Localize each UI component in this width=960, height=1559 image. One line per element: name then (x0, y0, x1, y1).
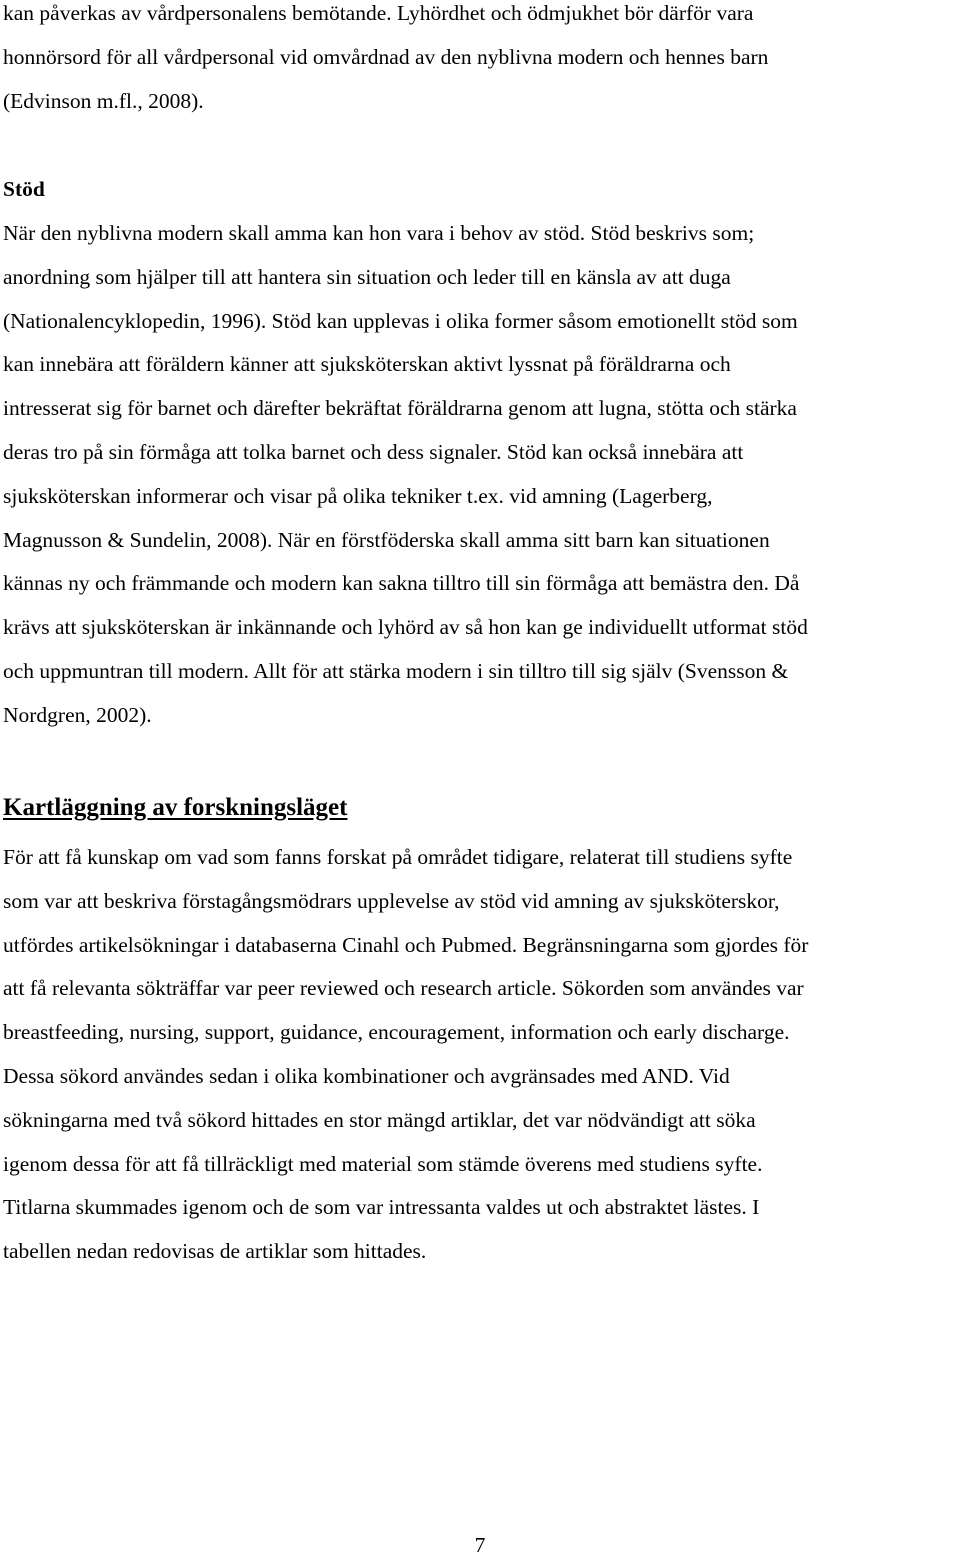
section-heading: Kartläggning av forskningsläget (3, 794, 348, 821)
text-line: kan innebära att föräldern känner att sjuksköterskan aktivt lyssnat på föräldrarna och (3, 352, 731, 377)
text-line: Dessa sökord användes sedan i olika kombinationer och avgränsades med AND. Vid (3, 1063, 730, 1088)
text-line: När den nyblivna modern skall amma kan hon vara i behov av stöd. Stöd beskrivs som; (3, 221, 755, 245)
text-line: sjuksköterskan informerar och visar på olika tekniker t.ex. vid amning (Lagerberg, (3, 483, 713, 508)
text-line: igenom dessa för att få tillräckligt med material som stämde överens med studiens syfte. (3, 1151, 763, 1176)
text-line: För att få kunskap om vad som fanns forskat på området tidigare, relaterat till studiens syfte (3, 845, 793, 869)
text-line: Magnusson & Sundelin, 2008). När en förstföderska skall amma sitt barn kan situationen (3, 527, 770, 552)
text-line: Titlarna skummades igenom och de som var intressanta valdes ut och abstraktet lästes. I (3, 1195, 760, 1220)
text-line: anordning som hjälper till att hantera sin situation och leder till en känsla av att duga (3, 264, 731, 289)
text-line: och uppmuntran till modern. Allt för att stärka modern i sin tilltro till sig själv (Svensson & (3, 658, 789, 683)
text-line: kännas ny och främmande och modern kan sakna tilltro till sin förmåga att bemästra den. Då (3, 571, 800, 596)
stod-heading: Stöd (3, 177, 45, 201)
text-line: (Edvinson m.fl., 2008). (3, 88, 204, 113)
intro-paragraph (3, 0, 958, 123)
text-line: intresserat sig för barnet och därefter bekräftat föräldrarna genom att lugna, stötta och stärka (3, 396, 797, 421)
text-line: tabellen nedan redovisas de artiklar som hittades. (3, 1239, 427, 1264)
text-line: kan påverkas av vårdpersonalens bemötande. Lyhördhet och ödmjukhet bör därför vara (3, 1, 754, 25)
text-line: utfördes artikelsökningar i databaserna Cinahl och Pubmed. Begränsningarna som gjordes för (3, 932, 809, 957)
text-line: breastfeeding, nursing, support, guidance, encouragement, information och early discharge. (3, 1020, 790, 1045)
text-line: att få relevanta sökträffar var peer reviewed och research article. Sökorden som användes var (3, 976, 804, 1001)
text-line: Nordgren, 2002). (3, 702, 152, 727)
text-line: honnörsord för all vårdpersonal vid omvårdnad av den nyblivna modern och hennes barn (3, 44, 769, 69)
text-line: krävs att sjuksköterskan är inkännande och lyhörd av så hon kan ge individuellt utformat stöd (3, 615, 808, 640)
page-number: 7 (474, 1533, 486, 1557)
text-line: (Nationalencyklopedin, 1996). Stöd kan upplevas i olika former såsom emotionellt stöd som (3, 308, 798, 333)
text-line: deras tro på sin förmåga att tolka barnet och dess signaler. Stöd kan också innebära att (3, 439, 744, 464)
stod-paragraph (3, 212, 958, 738)
text-line: som var att beskriva förstagångsmödrars upplevelse av stöd vid amning av sjuksköterskor, (3, 888, 780, 913)
section-paragraph (3, 836, 958, 1274)
text-line: sökningarna med två sökord hittades en stor mängd artiklar, det var nödvändigt att söka (3, 1107, 756, 1132)
